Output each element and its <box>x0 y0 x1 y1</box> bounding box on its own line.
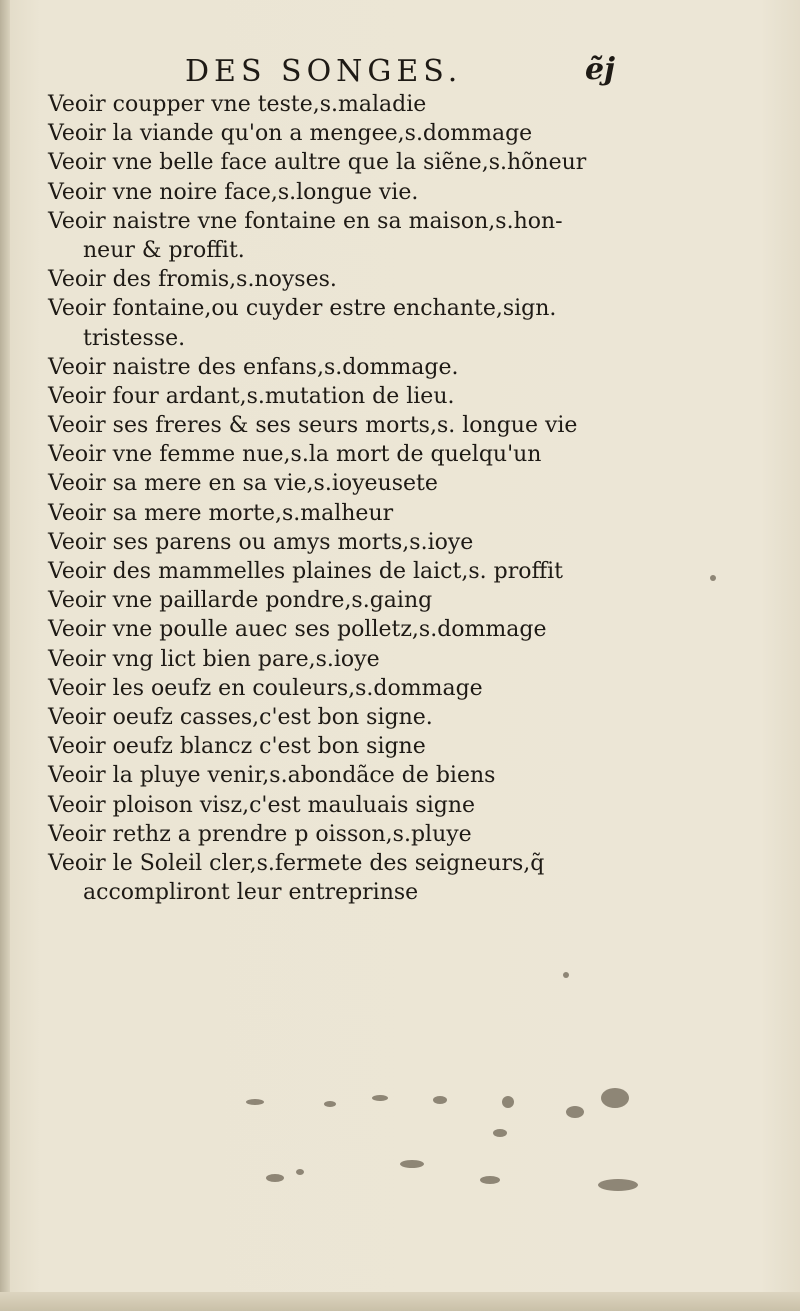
text-line: Veoir vne femme nue,s.la mort de quelqu'un <box>48 442 542 468</box>
text-line-continuation: tristesse. <box>83 325 186 351</box>
text-line: Veoir vne belle face aultre que la siẽne,s.hõneur <box>48 150 587 176</box>
text-line: Veoir vne noire face,s.longue vie. <box>48 179 419 205</box>
text-line: Veoir vne paillarde pondre,s.gaing <box>48 588 433 614</box>
page-bottom-edge <box>0 1292 800 1311</box>
text-line: Veoir des fromis,s.noyses. <box>48 267 337 293</box>
text-line: Veoir ses parens ou amys morts,s.ioye <box>48 529 474 555</box>
text-line: Veoir vne poulle auec ses polletz,s.dommage <box>48 617 547 643</box>
text-line: Veoir ses freres & ses seurs morts,s. longue vie <box>48 413 578 439</box>
text-line: Veoir fontaine,ou cuyder estre enchante,sign. <box>48 296 557 322</box>
text-line: Veoir oeufz casses,c'est bon signe. <box>48 704 433 730</box>
text-line: Veoir le Soleil cler,s.fermete des seigneurs,q̃ <box>48 850 545 876</box>
text-line: Veoir ploison visz,c'est mauluais signe <box>48 792 476 818</box>
text-line: Veoir sa mere morte,s.malheur <box>48 500 394 526</box>
text-line: Veoir des mammelles plaines de laict,s. proffit <box>48 559 563 584</box>
folio-number: ẽj <box>585 52 615 87</box>
text-line: Veoir naistre des enfans,s.dommage. <box>48 354 459 380</box>
text-line-continuation: neur & proffit. <box>83 237 245 263</box>
text-line: Veoir la viande qu'on a mengee,s.dommage <box>48 121 533 147</box>
text-line: Veoir coupper vne teste,s.maladie <box>48 92 427 117</box>
running-head: DES SONGES. <box>185 54 463 89</box>
text-line: Veoir four ardant,s.mutation de lieu. <box>48 383 455 409</box>
text-line: Veoir vng lict bien pare,s.ioye <box>48 646 380 672</box>
text-line: Veoir rethz a prendre p oisson,s.pluye <box>48 821 472 847</box>
text-line: Veoir les oeufz en couleurs,s.dommage <box>48 675 483 701</box>
text-line: Veoir naistre vne fontaine en sa maison,s.hon- <box>48 208 563 234</box>
text-line: Veoir oeufz blancz c'est bon signe <box>48 734 426 760</box>
text-line-continuation: accompliront leur entreprinse <box>83 880 419 906</box>
text-line: Veoir sa mere en sa vie,s.ioyeusete <box>48 471 438 497</box>
text-line: Veoir la pluye venir,s.abondãce de biens <box>48 763 496 789</box>
